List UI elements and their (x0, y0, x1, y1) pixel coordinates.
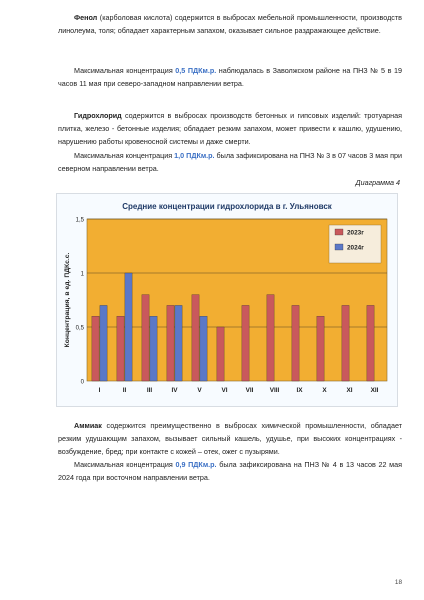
legend-label-2023: 2023г (347, 229, 364, 237)
diagram-label: Диаграмма 4 (355, 178, 400, 187)
hcl-conc-suffix: была зафиксирована на ПНЗ № 3 в 07 часов 3 мая при северном направлении ветра. (58, 151, 402, 173)
bar-2023-III (142, 295, 149, 381)
page-number: 18 (394, 579, 402, 586)
bar-2024-V (200, 316, 207, 381)
chart-title: Средние концентрации гидрохлорида в г. Ульяновск (122, 202, 332, 211)
bar-2023-XI (342, 305, 349, 381)
hcl-conc-prefix: Максимальная концентрация (74, 151, 175, 160)
bar-2024-I (100, 305, 107, 381)
bar-2023-VI (217, 327, 224, 381)
y-tick-label: 1 (80, 271, 84, 278)
legend-swatch-2023 (335, 229, 343, 235)
bar-2023-II (117, 316, 124, 381)
hcl-conc-value: 1,0 ПДКм.р. (174, 151, 215, 160)
phenol-conc-suffix: наблюдалась в Заволжском районе на ПНЗ № 5 в 19 часов 11 мая при северо-западном направлении ветра. (58, 66, 402, 88)
x-tick-label: I (98, 387, 101, 394)
y-tick-label: 0,5 (75, 325, 84, 332)
legend-label-2024: 2024г (347, 244, 364, 252)
phenol-description: (карболовая кислота) содержится в выбросах мебельной промышленности, производств линолеума, толя; обладает характерным запахом, оказывает сильное раздражающее действие. (58, 13, 402, 35)
bar-2023-IX (292, 305, 299, 381)
ammonia-conc-prefix: Максимальная концентрация (74, 460, 176, 469)
hcl-description: содержится в выбросах производств бетонных и гипсовых изделий: тротуарная плитка, железо - бетонные изделия; обладает резким запахом, может привести к кашлю, удушению, нарушению работы кровеносной системы и даже смерти. (58, 111, 402, 146)
paragraph-hydrochloride (58, 110, 402, 148)
y-axis-label: Концентрация, в ед. ПДКс.с. (64, 252, 71, 348)
x-tick-label: IV (171, 387, 178, 394)
x-tick-label: XI (346, 387, 353, 394)
phenol-conc-value: 0,5 ПДКм.р. (175, 66, 217, 75)
x-tick-label: III (146, 387, 153, 394)
bar-2023-VIII (267, 295, 274, 381)
ammonia-conc-suffix: была зафиксирована на ПНЗ № 4 в 13 часов 22 мая 2024 года при восточном направлении ветра. (58, 460, 403, 482)
bar-2024-II (125, 273, 132, 381)
bar-2023-XII (367, 305, 374, 381)
hydrochloride-chart (56, 193, 398, 407)
x-tick-label: IX (296, 387, 303, 394)
phenol-term: Фенол (74, 13, 98, 22)
bar-2023-X (317, 316, 324, 381)
x-tick-label: VII (245, 387, 254, 394)
paragraph-phenol-concentration (58, 65, 402, 91)
bar-2023-VII (242, 305, 249, 381)
bar-2023-IV (167, 305, 174, 381)
phenol-conc-prefix: Максимальная концентрация (74, 66, 176, 75)
x-tick-label: II (122, 387, 127, 394)
bar-2023-V (192, 295, 199, 381)
paragraph-ammonia-concentration (58, 459, 402, 485)
y-tick-label: 1,5 (75, 217, 84, 224)
ammonia-conc-value: 0,9 ПДКм.р. (175, 460, 217, 469)
x-tick-label: X (322, 387, 327, 394)
x-tick-label: V (197, 387, 202, 394)
chart-svg (57, 194, 397, 406)
y-tick-label: 0 (80, 379, 84, 386)
hcl-term: Гидрохлорид (74, 111, 122, 120)
x-tick-label: VI (221, 387, 228, 394)
paragraph-phenol (58, 12, 402, 38)
x-tick-label: VIII (269, 387, 280, 394)
bar-2023-I (92, 316, 99, 381)
bar-2024-III (150, 316, 157, 381)
ammonia-description: содержится преимущественно в выбросах химической промышленности, обладает резким удушающим запахом, вызывает сильный кашель, удушье, при высоких концентрациях - возбуждение, бред; при контакте с кожей – отек, ожег с пузырями. (58, 421, 402, 456)
legend-swatch-2024 (335, 244, 343, 250)
ammonia-term: Аммиак (74, 421, 102, 430)
paragraph-hydrochloride-concentration (58, 150, 402, 176)
bar-2024-IV (175, 305, 182, 381)
x-tick-label: XII (370, 387, 379, 394)
paragraph-ammonia (58, 420, 402, 458)
